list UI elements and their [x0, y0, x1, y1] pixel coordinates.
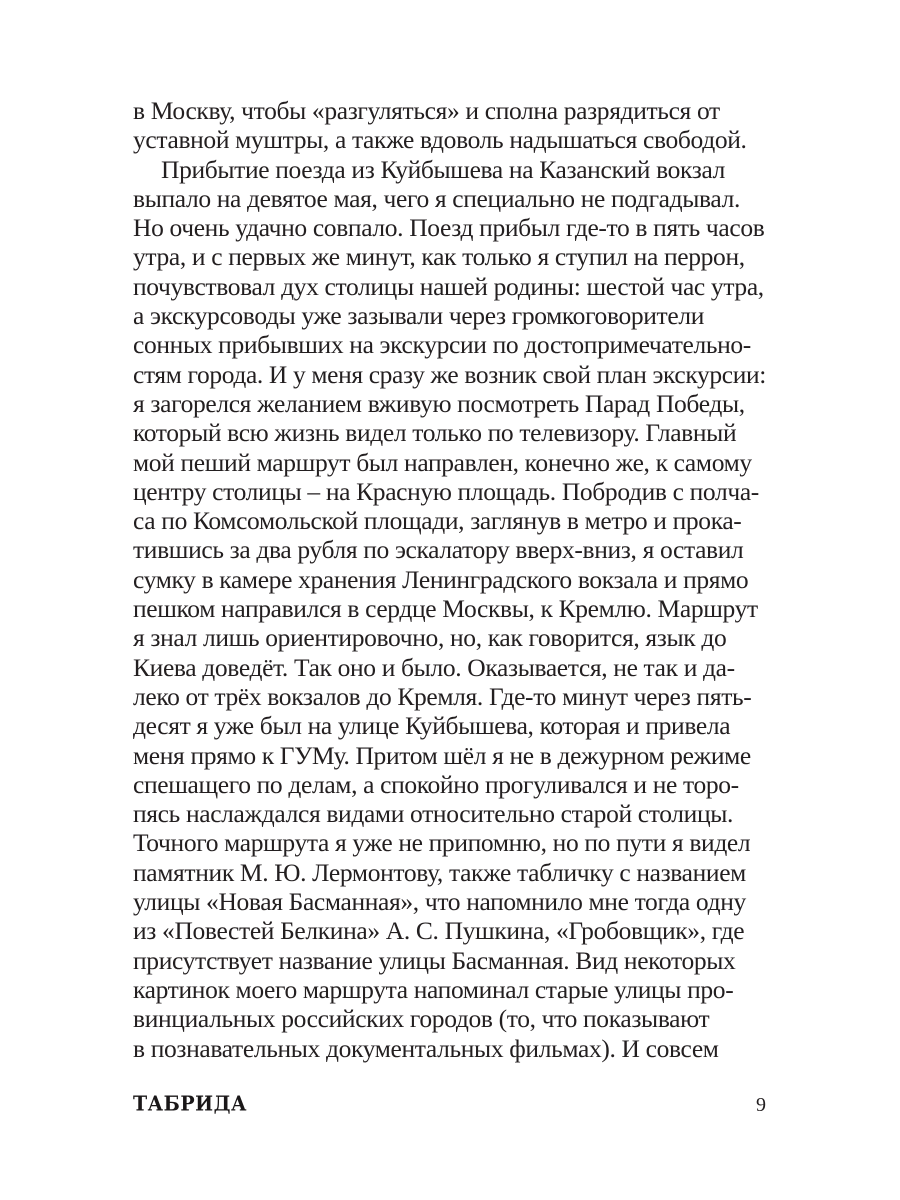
text-line: Но очень удачно совпало. Поезд прибыл где-то в пять часов — [133, 213, 765, 243]
text-line: стям города. И у меня сразу же возник свой план экскурсии: — [133, 359, 766, 389]
text-line: леко от трёх вокзалов до Кремля. Где-то минут через пять- — [133, 681, 752, 711]
page-footer — [133, 1092, 766, 1122]
text-line: тившись за два рубля по эскалатору вверх-вниз, я оставил — [133, 535, 744, 565]
text-line: присутствует название улицы Басманная. Вид некоторых — [133, 945, 736, 975]
text-line: утра, и с первых же минут, как только я ступил на перрон, — [133, 242, 745, 272]
publisher-logo: ТАБРИДА — [133, 1092, 247, 1117]
text-line: Киева доведёт. Так оно и было. Оказывается, не так и да- — [133, 652, 735, 682]
text-line: памятник М. Ю. Лермонтову, также табличку с названием — [133, 857, 746, 887]
text-line: почувствовал дух столицы нашей родины: шестой час утра, — [133, 271, 764, 301]
text-line: винциальных российских городов (то, что показывают — [133, 1004, 710, 1034]
text-line: который всю жизнь видел только по телевизору. Главный — [133, 418, 737, 448]
text-line: мой пеший маршрут был направлен, конечно же, к самому — [133, 447, 752, 477]
text-line: в познавательных документальных фильмах). И совсем — [133, 1033, 719, 1063]
text-line: из «Повестей Белкина» А. С. Пушкина, «Гробовщик», где — [133, 916, 745, 946]
text-line: выпало на девятое мая, чего я специально не подгадывал. — [133, 183, 740, 213]
text-line: в Москву, чтобы «разгуляться» и сполна разрядиться от — [133, 96, 720, 125]
text-line: сонных прибывших на экскурсии по достопримечательно- — [133, 330, 751, 360]
body-text — [133, 96, 766, 1063]
text-line: Прибытие поезда из Куйбышева на Казанский вокзал — [161, 154, 726, 184]
text-line: пясь наслаждался видами относительно старой столицы. — [133, 799, 734, 829]
text-line: а экскурсоводы уже зазывали через громкоговорители — [133, 301, 704, 331]
text-line: центру столицы – на Красную площадь. Побродив с полча- — [133, 476, 759, 506]
text-line: меня прямо к ГУМу. Притом шёл я не в дежурном режиме — [133, 740, 751, 770]
text-line: я загорелся желанием вживую посмотреть Парад Победы, — [133, 388, 745, 418]
text-line: спешащего по делам, а спокойно прогуливался и не торо- — [133, 769, 739, 799]
text-line: я знал лишь ориентировочно, но, как говорится, язык до — [133, 623, 727, 653]
text-line: десят я уже был на улице Куйбышева, которая и привела — [133, 711, 731, 741]
text-line: картинок моего маршрута напоминал старые улицы про- — [133, 974, 734, 1004]
text-line: Точного маршрута я уже не припомню, но по пути я видел — [133, 828, 751, 858]
text-line: сумку в камере хранения Ленинградского вокзала и прямо — [133, 564, 749, 594]
text-line: улицы «Новая Басманная», что напомнило мне тогда одну — [133, 887, 746, 917]
text-line: уставной муштры, а также вдоволь надышаться свободой. — [133, 125, 747, 155]
text-line: пешком направился в сердце Москвы, к Кремлю. Маршрут — [133, 594, 758, 624]
page-number: 9 — [756, 1094, 766, 1116]
text-line: са по Комсомольской площади, заглянув в метро и прока- — [133, 506, 742, 536]
